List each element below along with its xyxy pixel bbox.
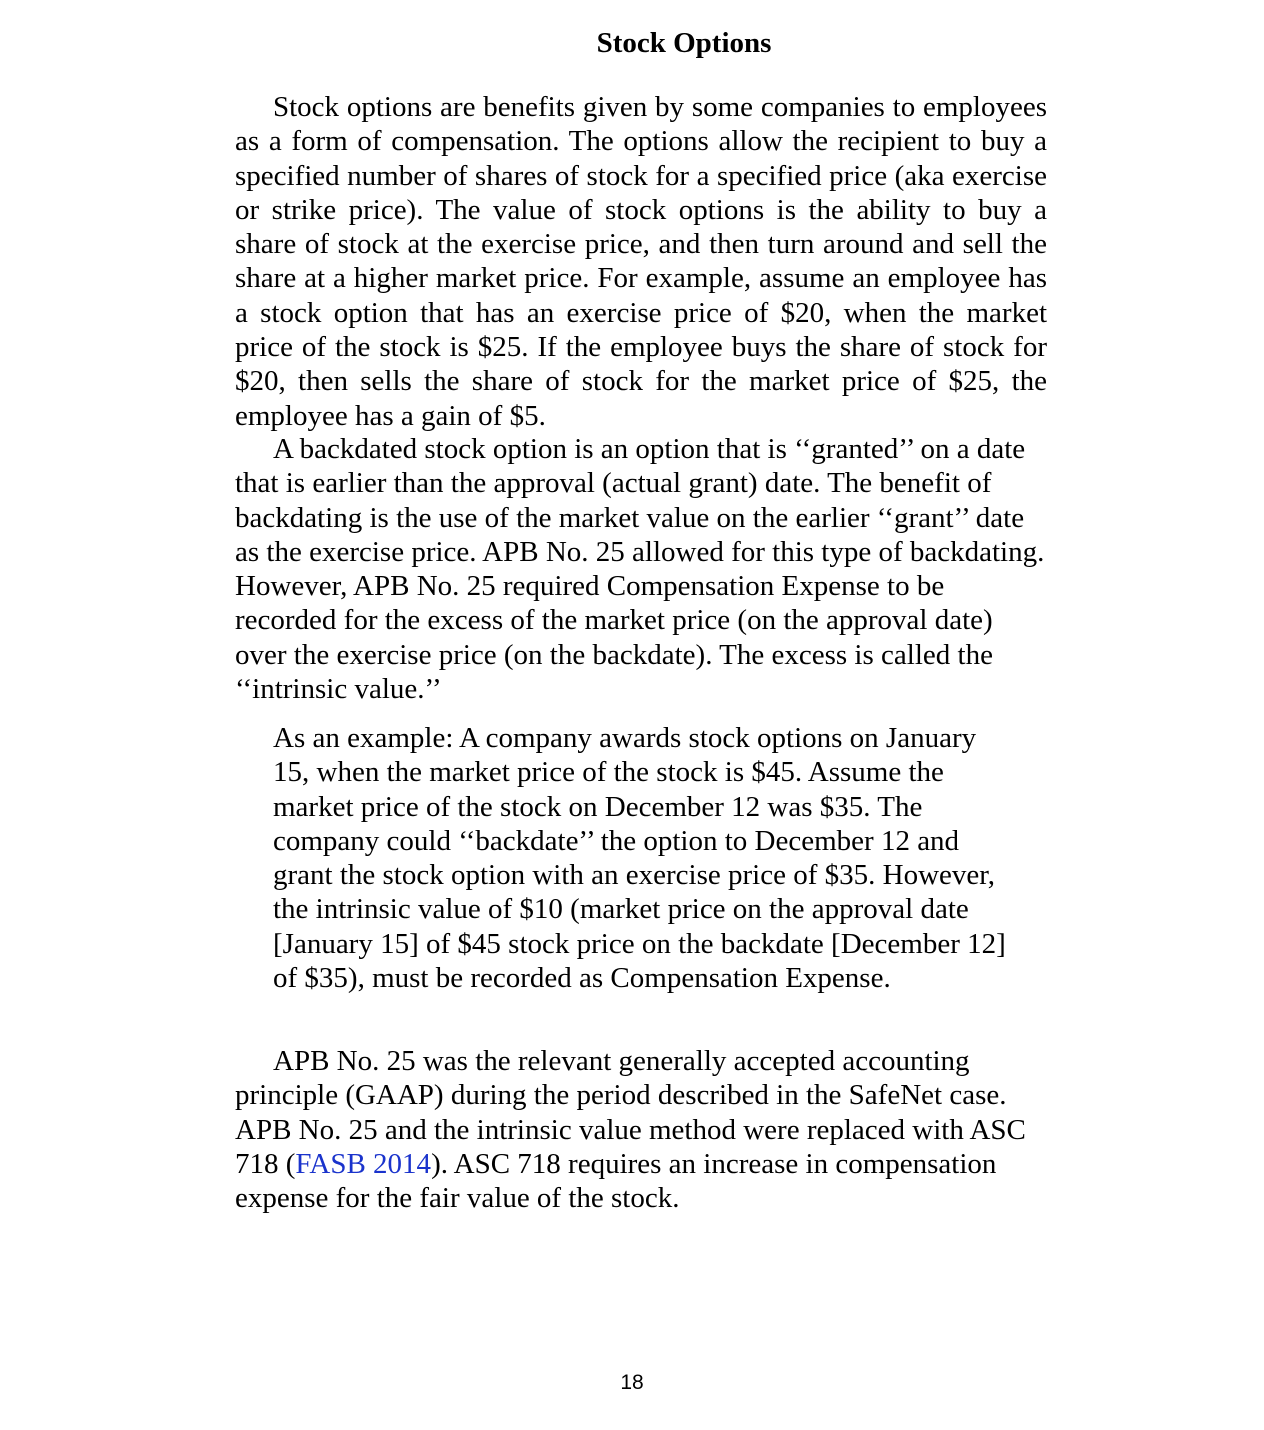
paragraph-text-after-link: ). ASC 718 requires an increase in compensation expense for the fair value of the stock. xyxy=(235,1147,997,1215)
section-title: Stock Options xyxy=(596,27,772,59)
fasb-2014-link[interactable]: FASB 2014 xyxy=(295,1147,432,1180)
paragraph-text xyxy=(235,1044,1047,1215)
paragraph-text-before-link: APB No. 25 was the relevant generally accepted accounting principle (GAAP) during the period described in the SafeNet case. APB No. 25 and the intrinsic value method were replaced with ASC 718 ( xyxy=(235,1045,1026,1180)
example-block xyxy=(273,721,1013,995)
page-number: 18 xyxy=(620,1371,644,1394)
example-text: As an example: A company awards stock options on January 15, when the market price of the stock is $45. Assume the market price of the stock on December 12 was $35. The company could ‘‘backdate’’ the option to December 12 and grant the stock option with an exercise price of $35. However, the intrinsic value of $10 (market price on the approval date [January 15] of $45 stock price on the backdate [December 12] of $35), must be recorded as Compensation Expense. xyxy=(273,722,1006,995)
paragraph-text: A backdated stock option is an option that is ‘‘granted’’ on a date that is earlier than the approval (actual grant) date. The benefit of backdating is the use of the market value on the earlier ‘‘grant’’ date as the exercise price. APB No. 25 allowed for this type of backdating. However, APB No. 25 required Compensation Expense to be recorded for the excess of the market price (on the approval date) over the exercise price (on the backdate). The excess is called the ‘‘intrinsic value.’’ xyxy=(235,433,1045,706)
paragraph-backdated-option xyxy=(235,432,1047,706)
paragraph-stock-options-definition xyxy=(235,90,1047,433)
paragraph-text: Stock options are benefits given by some companies to employees as a form of compensation. The options allow the recipient to buy a specified number of shares of stock for a specified price (aka exercise or strike price). The value of stock options is the ability to buy a share of stock at the exercise price, and then turn around and sell the share at a higher market price. For example, assume an employee has a stock option that has an exercise price of $20, when the market price of the stock is $25. If the employee buys the share of stock for $20, then sells the share of stock for the market price of $25, the employee has a gain of $5. xyxy=(235,91,1047,432)
paragraph-apb-asc718 xyxy=(235,1044,1047,1215)
